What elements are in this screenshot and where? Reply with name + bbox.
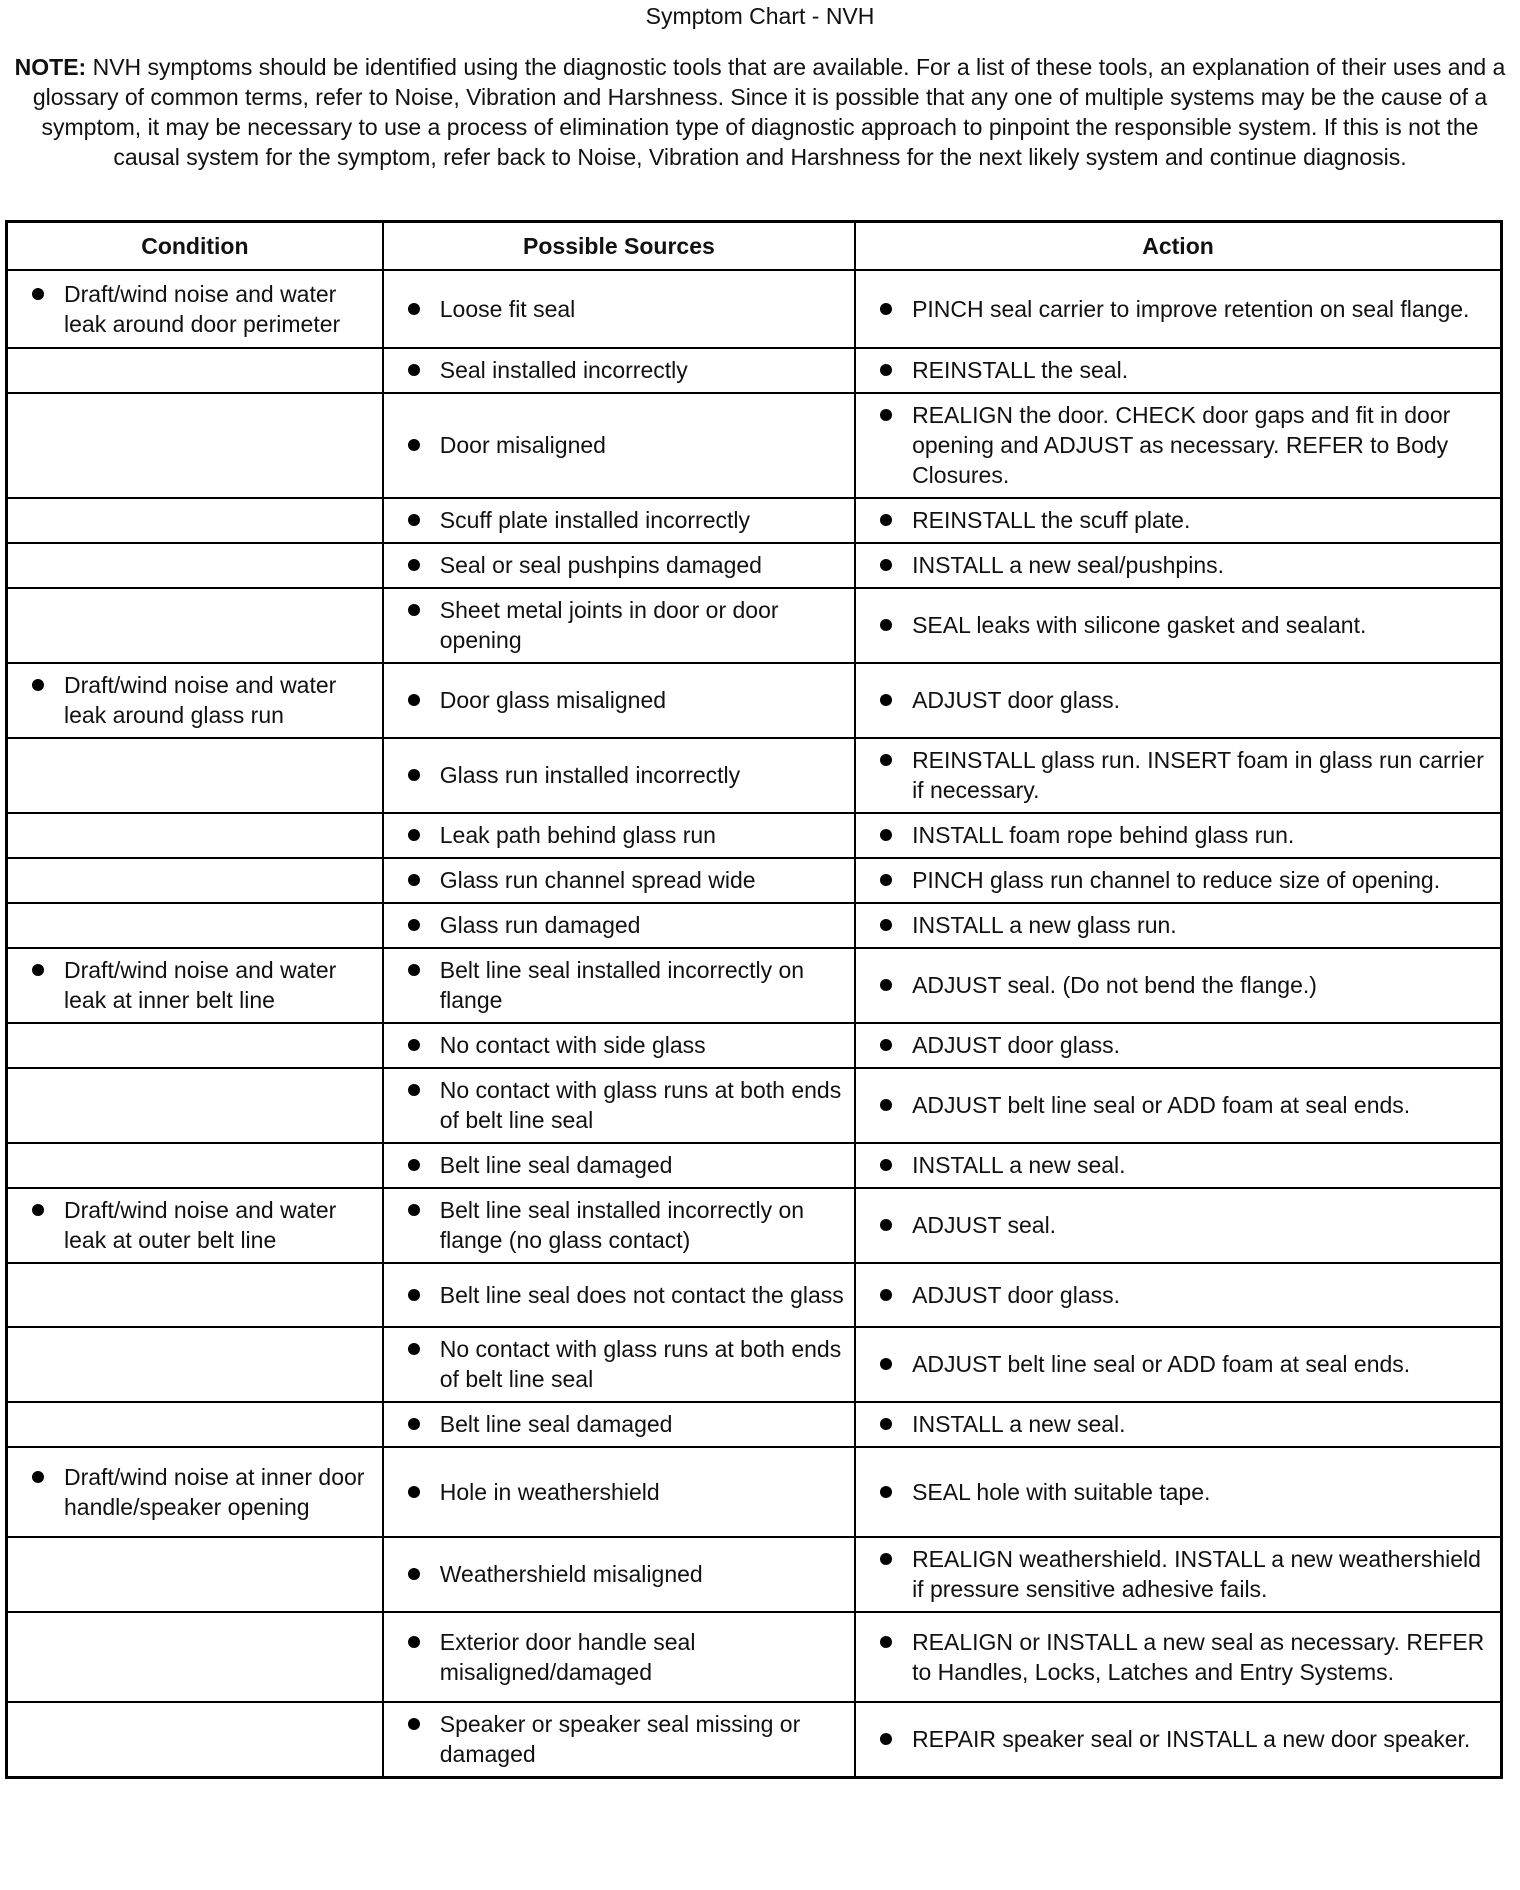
bullet-icon [880,514,892,526]
cell-condition [7,903,383,948]
action-text: REALIGN or INSTALL a new seal as necessary. REFER to Handles, Locks, Latches and Entry Systems. [912,1628,1485,1685]
bullet-icon [32,1204,44,1216]
source-item [408,1195,844,1255]
bullet-icon [408,919,420,931]
cell-action [855,498,1501,543]
cell-action [855,663,1501,738]
bullet-icon [32,288,44,300]
cell-action [855,393,1501,498]
bullet-icon [880,619,892,631]
page-title: Symptom Chart - NVH [645,3,875,29]
bullet-icon [880,874,892,886]
table-row [7,663,1502,738]
action-text: REINSTALL the scuff plate. [912,507,1191,533]
cell-condition [7,1327,383,1402]
bullet-icon [880,1039,892,1051]
bullet-icon [880,303,892,315]
action-text: INSTALL foam rope behind glass run. [912,822,1295,848]
action-item [880,865,1490,895]
cell-source [383,948,855,1023]
bullet-icon [880,979,892,991]
cell-source [383,738,855,813]
source-text: Exterior door handle seal misaligned/damaged [439,1628,696,1685]
cell-action [855,1327,1501,1402]
action-item [880,610,1490,640]
source-item [408,294,844,324]
table-row [7,1447,1502,1537]
action-item [880,294,1490,324]
bullet-icon [880,1358,892,1370]
cell-action [855,270,1501,348]
source-text: Glass run installed incorrectly [439,762,741,788]
bullet-icon [880,559,892,571]
table-row [7,588,1502,663]
source-text: Door glass misaligned [439,687,667,713]
source-text: Seal or seal pushpins damaged [439,552,762,578]
bullet-icon [408,1039,420,1051]
source-text: Belt line seal installed incorrectly on flange (no glass contact) [439,1197,805,1253]
source-text: Door misaligned [439,432,606,458]
action-text: ADJUST belt line seal or ADD foam at seal ends. [912,1092,1411,1118]
bullet-icon [408,1568,420,1580]
bullet-icon [880,364,892,376]
condition-text: Draft/wind noise and water leak at outer belt line [64,1197,337,1253]
action-item [880,550,1490,580]
source-text: Leak path behind glass run [439,822,716,848]
cell-condition [7,543,383,588]
action-item [880,355,1490,385]
condition-item [32,1195,372,1255]
source-item [408,1627,844,1687]
table-row [7,1023,1502,1068]
condition-text: Draft/wind noise and water leak around glass run [64,672,337,728]
source-text: Glass run channel spread wide [439,867,756,893]
bullet-icon [408,769,420,781]
action-item [880,1349,1490,1379]
bullet-icon [32,679,44,691]
bullet-icon [880,1553,892,1565]
bullet-icon [880,1636,892,1648]
cell-condition [7,393,383,498]
action-item [880,1544,1490,1604]
bullet-icon [408,1289,420,1301]
cell-source [383,1188,855,1263]
table-row [7,498,1502,543]
condition-text: Draft/wind noise and water leak around door perimeter [64,280,341,337]
action-text: INSTALL a new seal. [912,1411,1126,1437]
condition-item [32,279,372,339]
bullet-icon [880,1289,892,1301]
action-text: REINSTALL the seal. [912,357,1129,383]
bullet-icon [880,919,892,931]
action-item [880,400,1490,490]
action-item [880,1627,1490,1687]
source-item [408,430,844,460]
cell-action [855,1612,1501,1702]
cell-action [855,858,1501,903]
cell-condition [7,1612,383,1702]
source-text: Scuff plate installed incorrectly [439,507,750,533]
cell-action [855,1023,1501,1068]
table-row [7,1537,1502,1612]
cell-source [383,663,855,738]
source-item [408,1075,844,1135]
bullet-icon [880,1486,892,1498]
source-text: Belt line seal damaged [439,1411,673,1437]
action-text: INSTALL a new glass run. [912,912,1177,938]
cell-condition [7,738,383,813]
source-text: Belt line seal damaged [439,1152,673,1178]
bullet-icon [408,604,420,616]
action-text: INSTALL a new seal. [912,1152,1126,1178]
cell-source [383,1402,855,1447]
action-text: REALIGN weathershield. INSTALL a new weathershield if pressure sensitive adhesive fails. [912,1546,1481,1602]
cell-condition [7,813,383,858]
action-text: SEAL hole with suitable tape. [912,1478,1211,1505]
cell-source [383,903,855,948]
action-text: REALIGN the door. CHECK door gaps and fit in door opening and ADJUST as necessary. REFER to Body Closures. [912,402,1451,488]
cell-action [855,348,1501,393]
bullet-icon [880,1099,892,1111]
cell-source [383,393,855,498]
cell-source [383,498,855,543]
cell-condition [7,588,383,663]
source-text: No contact with glass runs at both ends of belt line seal [439,1336,842,1392]
cell-source [383,1702,855,1778]
action-text: ADJUST belt line seal or ADD foam at seal ends. [912,1351,1411,1377]
source-item [408,1334,844,1394]
source-text: Belt line seal does not contact the glass [439,1281,844,1308]
action-text: PINCH seal carrier to improve retention on seal flange. [912,295,1470,322]
note-paragraph [0,48,1520,172]
bullet-icon [880,409,892,421]
cell-action [855,588,1501,663]
cell-action [855,1188,1501,1263]
cell-condition [7,1447,383,1537]
cell-source [383,1537,855,1612]
condition-item [32,670,372,730]
action-text: REPAIR speaker seal or INSTALL a new door speaker. [912,1726,1471,1752]
source-item [408,1709,844,1769]
table-row [7,1327,1502,1402]
cell-source [383,858,855,903]
cell-action [855,1402,1501,1447]
bullet-icon [408,829,420,841]
cell-source [383,1068,855,1143]
source-text: Glass run damaged [439,912,641,938]
source-item [408,1559,844,1589]
action-item [880,910,1490,940]
table-row [7,1402,1502,1447]
action-text: ADJUST seal. [912,1212,1057,1238]
cell-condition [7,858,383,903]
bullet-icon [408,694,420,706]
action-item [880,1030,1490,1060]
cell-source [383,543,855,588]
source-item [408,355,844,385]
condition-item [32,1462,372,1522]
source-text: Hole in weathershield [439,1478,660,1505]
cell-action [855,948,1501,1023]
cell-source [383,1327,855,1402]
cell-condition [7,1188,383,1263]
bullet-icon [32,1471,44,1483]
cell-source [383,1612,855,1702]
bullet-icon [408,1084,420,1096]
cell-action [855,813,1501,858]
source-item [408,1030,844,1060]
cell-condition [7,1263,383,1327]
condition-item [32,955,372,1015]
source-item [408,1150,844,1180]
cell-condition [7,1537,383,1612]
cell-source [383,813,855,858]
bullet-icon [408,303,420,315]
source-text: Belt line seal installed incorrectly on flange [439,957,805,1013]
bullet-icon [408,1718,420,1730]
cell-source [383,270,855,348]
action-item [880,745,1490,805]
source-text: Loose fit seal [439,295,576,322]
action-item [880,685,1490,715]
action-text: ADJUST door glass. [912,687,1120,713]
action-text: INSTALL a new seal/pushpins. [912,552,1225,578]
source-item [408,760,844,790]
condition-text: Draft/wind noise at inner door handle/speaker opening [64,1463,365,1520]
table-row [7,1143,1502,1188]
table-header-row [7,222,1502,271]
cell-condition [7,663,383,738]
cell-condition [7,1402,383,1447]
bullet-icon [408,1343,420,1355]
bullet-icon [880,1733,892,1745]
cell-condition [7,1143,383,1188]
table-row [7,543,1502,588]
cell-condition [7,1068,383,1143]
source-item [408,685,844,715]
table-row [7,903,1502,948]
source-item [408,910,844,940]
cell-source [383,1447,855,1537]
note-label: NOTE: [14,54,87,80]
cell-action [855,1068,1501,1143]
table-row [7,1263,1502,1327]
header-action: Action [855,222,1501,271]
cell-action [855,903,1501,948]
source-text: Seal installed incorrectly [439,357,688,383]
action-text: SEAL leaks with silicone gasket and sealant. [912,612,1367,638]
cell-action [855,1263,1501,1327]
bullet-icon [32,964,44,976]
bullet-icon [408,964,420,976]
table-row [7,1612,1502,1702]
bullet-icon [880,1418,892,1430]
bullet-icon [880,754,892,766]
cell-source [383,1023,855,1068]
source-item [408,955,844,1015]
table-row [7,393,1502,498]
bullet-icon [408,1486,420,1498]
action-item [880,505,1490,535]
table-row [7,348,1502,393]
table-row [7,1702,1502,1778]
action-item [880,1724,1490,1754]
cell-source [383,1143,855,1188]
table-body [7,270,1502,1778]
bullet-icon [880,1159,892,1171]
action-item [880,1409,1490,1439]
source-item [408,865,844,895]
bullet-icon [408,514,420,526]
cell-action [855,543,1501,588]
cell-source [383,348,855,393]
bullet-icon [408,874,420,886]
source-item [408,1477,844,1507]
action-text: PINCH glass run channel to reduce size of opening. [912,867,1441,893]
note-text: NVH symptoms should be identified using the diagnostic tools that are available. For a list of these tools, an explanation of their uses and a glossary of common terms, refer to Noise, Vibration and Harshness. Since it is possible that any one of multiple systems may be the cause of a symptom, it may be necessary to use a process of elimination type of diagnostic approach to pinpoint the responsible system. If this is not the causal system for the symptom, refer back to Noise, Vibration and Harshness for the next likely system and continue diagnosis. [32,54,1506,170]
action-item [880,1150,1490,1180]
bullet-icon [408,1159,420,1171]
cell-condition [7,498,383,543]
cell-condition [7,948,383,1023]
header-condition: Condition [7,222,383,271]
bullet-icon [880,694,892,706]
table-row [7,270,1502,348]
table-row [7,1068,1502,1143]
cell-action [855,738,1501,813]
source-item [408,1409,844,1439]
bullet-icon [408,1636,420,1648]
bullet-icon [408,1204,420,1216]
source-text: Speaker or speaker seal missing or damaged [439,1711,801,1767]
source-item [408,550,844,580]
cell-source [383,1263,855,1327]
cell-action [855,1537,1501,1612]
action-item [880,1280,1490,1310]
cell-action [855,1447,1501,1537]
cell-condition [7,1023,383,1068]
action-text: ADJUST seal. (Do not bend the flange.) [912,972,1317,998]
cell-action [855,1143,1501,1188]
bullet-icon [408,559,420,571]
bullet-icon [408,1418,420,1430]
table-row [7,858,1502,903]
bullet-icon [880,829,892,841]
cell-condition [7,1702,383,1778]
source-text: Weathershield misaligned [439,1561,703,1587]
action-item [880,820,1490,850]
source-text: No contact with glass runs at both ends of belt line seal [439,1077,842,1133]
source-item [408,505,844,535]
bullet-icon [880,1219,892,1231]
table-row [7,948,1502,1023]
symptom-chart-table [5,220,1503,1779]
cell-condition [7,270,383,348]
cell-condition [7,348,383,393]
source-text: Sheet metal joints in door or door opening [439,597,779,653]
source-item [408,595,844,655]
source-item [408,1280,844,1310]
header-possible-sources: Possible Sources [383,222,855,271]
action-item [880,1210,1490,1240]
source-text: No contact with side glass [439,1032,706,1058]
source-item [408,820,844,850]
cell-source [383,588,855,663]
action-text: ADJUST door glass. [912,1281,1120,1308]
action-text: REINSTALL glass run. INSERT foam in glass run carrier if necessary. [912,747,1484,803]
action-item [880,1090,1490,1120]
action-item [880,970,1490,1000]
bullet-icon [408,364,420,376]
table-row [7,738,1502,813]
cell-action [855,1702,1501,1778]
condition-text: Draft/wind noise and water leak at inner belt line [64,957,337,1013]
bullet-icon [408,439,420,451]
action-text: ADJUST door glass. [912,1032,1120,1058]
table-row [7,813,1502,858]
action-item [880,1477,1490,1507]
table-row [7,1188,1502,1263]
